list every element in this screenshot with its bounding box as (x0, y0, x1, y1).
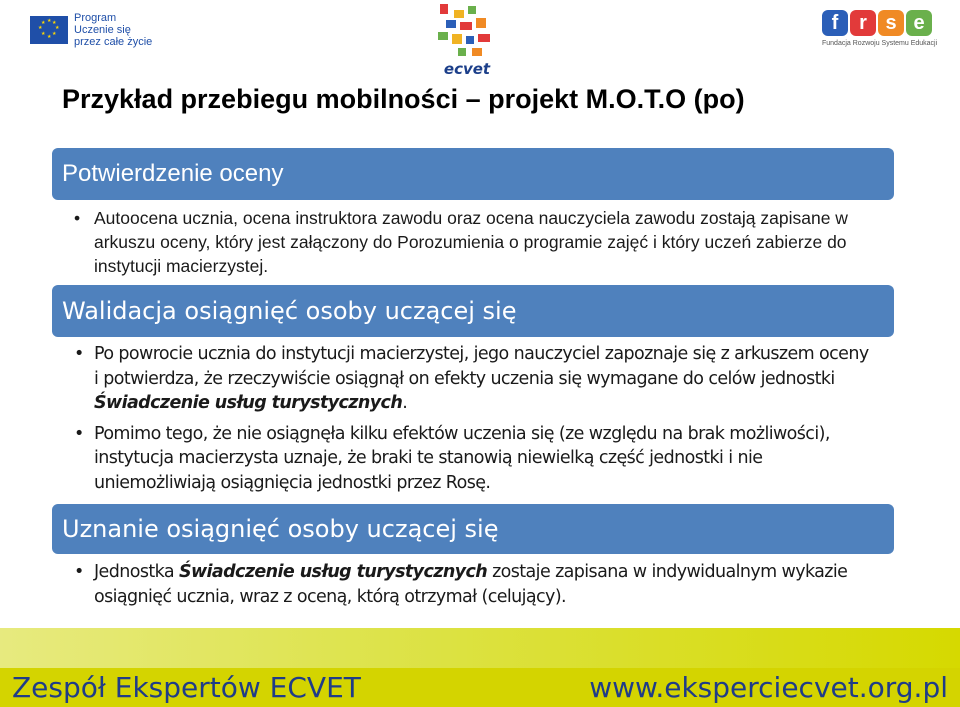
section-heading-walidacja: Walidacja osiągnięć osoby uczącej się (52, 285, 894, 337)
frse-letter: e (906, 10, 932, 36)
footer-gradient-band (0, 628, 960, 668)
ecvet-logo-text: ecvet (443, 60, 491, 78)
frse-letter: f (822, 10, 848, 36)
list-item: • Autoocena ucznia, ocena instruktora zawodu oraz ocena nauczyciela zawodu zostają zapisane w arkuszu oceny, który jest załączony do Porozumienia o programie zajęć i który uczeń zabierze do instytucji macierzystej. (72, 206, 872, 278)
eu-program-logo-text: Program Uczenie się przez całe życie (74, 12, 153, 48)
section-2-bullet-list (72, 342, 872, 501)
ecvet-mosaic-icon (432, 2, 502, 60)
ecvet-logo (432, 2, 502, 78)
footer-team-name: Zespół Ekspertów ECVET (12, 671, 361, 704)
list-item: • Jednostka Świadczenie usług turystycznych zostaje zapisana w indywidualnym wykazie osiągnięć ucznia, wraz z oceną, którą otrzymał (celujący). (72, 560, 872, 610)
eu-program-logo (30, 10, 160, 50)
eu-flag-icon: ★ ★ ★ ★ ★ ★ ★ ★ (30, 16, 68, 44)
section-heading-uznanie: Uznanie osiągnięć osoby uczącej się (52, 504, 894, 554)
frse-letter: r (850, 10, 876, 36)
footer (0, 668, 960, 707)
list-item: • Po powrocie ucznia do instytucji macierzystej, jego nauczyciel zapoznaje się z arkuszem oceny i potwierdza, że rzeczywiście osiągnął on efekty uczenia się wymagane do celów jednostki Świadczenie usług turystycznych. (72, 342, 872, 416)
unit-name-emphasis: Świadczenie usług turystycznych (94, 393, 403, 413)
frse-letter: s (878, 10, 904, 36)
slide-title: Przykład przebiegu mobilności – projekt M.O.T.O (po) (62, 84, 745, 114)
section-3-bullet-list (72, 560, 872, 610)
footer-website-link[interactable]: www.eksperciecvet.org.pl (589, 671, 948, 704)
section-heading-potwierdzenie-oceny: Potwierdzenie oceny (52, 148, 894, 200)
frse-logo (822, 10, 940, 54)
section-1-bullet-list (72, 206, 872, 278)
unit-name-emphasis: Świadczenie usług turystycznych (178, 562, 488, 582)
list-item: • Pomimo tego, że nie osiągnęła kilku efektów uczenia się (ze względu na brak możliwości), instytucja macierzysta uznaje, że braki te stanowią niewielką część jednostki i nie uniemożliwiają osiągnięcia jednostki przez Rosę. (72, 422, 872, 496)
frse-subtitle: Fundacja Rozwoju Systemu Edukacji (822, 40, 938, 47)
